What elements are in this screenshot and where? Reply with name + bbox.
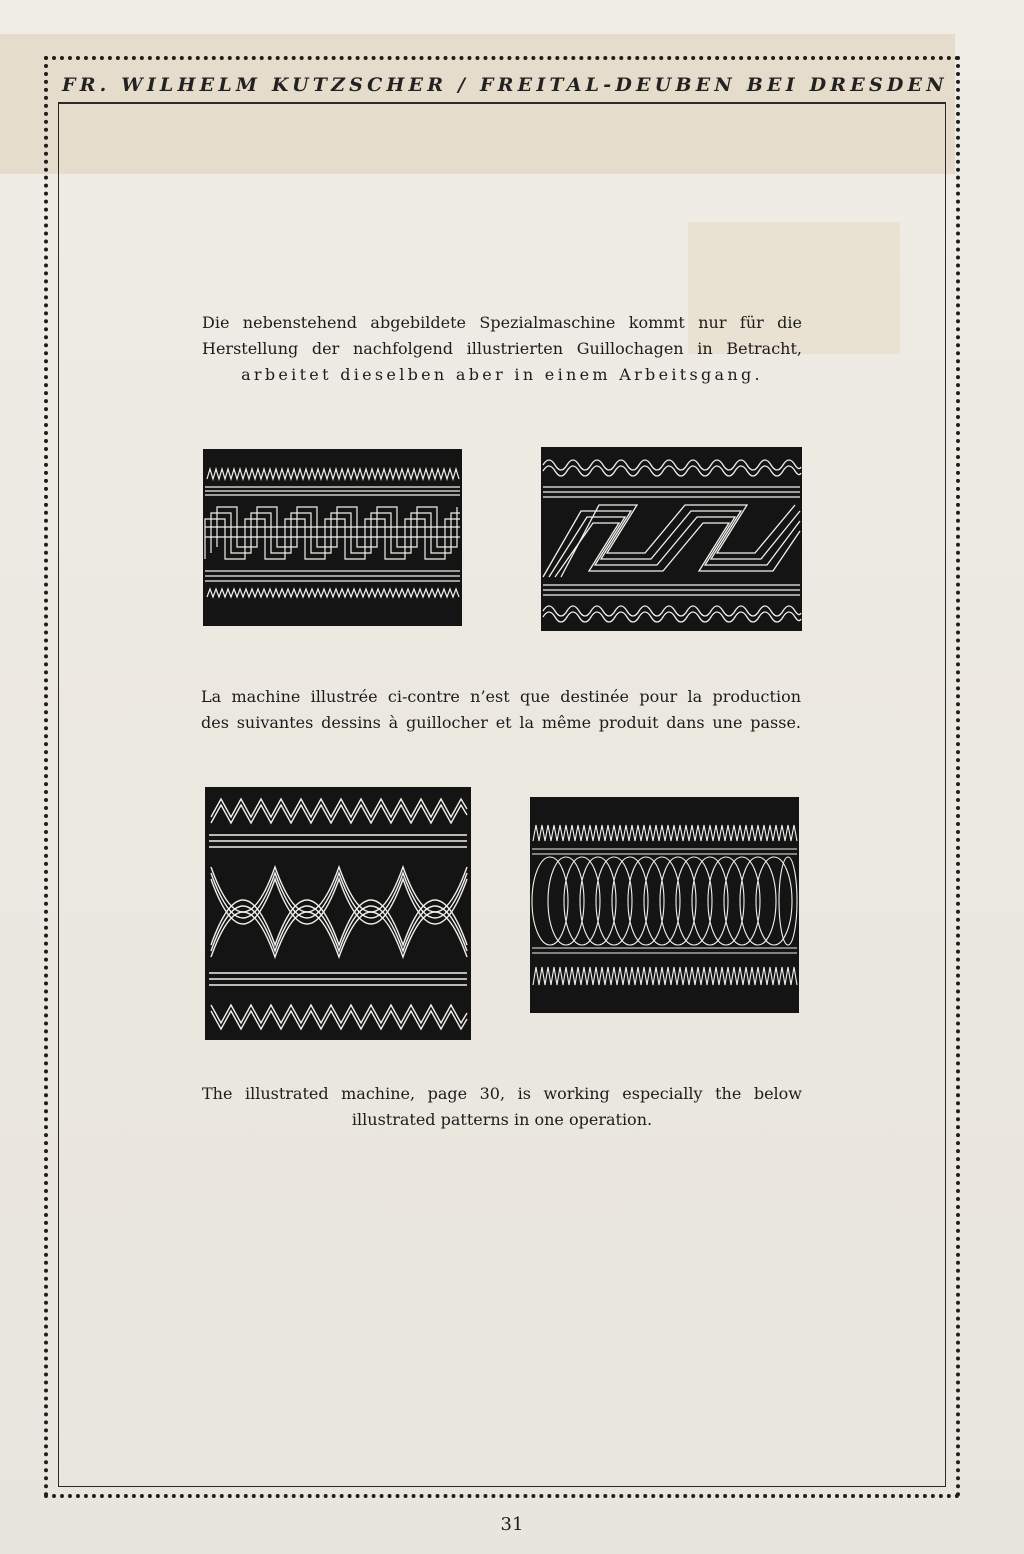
french-paragraph bbox=[201, 684, 801, 736]
english-line-2: illustrated patterns in one operation. bbox=[351, 1110, 653, 1129]
meander-pattern bbox=[203, 449, 462, 626]
german-line-3: arbeitet dieselben aber in einem Arbeitsgang. bbox=[241, 365, 763, 384]
lattice-pattern bbox=[205, 787, 471, 1040]
guilloche-plate-meander bbox=[203, 449, 462, 626]
header-rule bbox=[58, 102, 946, 104]
header-title: FR. WILHELM KUTZSCHER / FREITAL-DEUBEN BEI DRESDEN bbox=[62, 74, 948, 96]
german-line-1: Die nebenstehend abgebildete Spezialmaschine kommt nur für die bbox=[202, 313, 802, 332]
english-line-1: The illustrated machine, page 30, is working especially the below bbox=[202, 1084, 802, 1103]
german-line-2: Herstellung der nachfolgend illustrierten Guillochagen in Betracht, bbox=[202, 339, 802, 358]
english-paragraph bbox=[202, 1081, 802, 1133]
french-line-2: des suivantes dessins à guillocher et la même produit dans une passe. bbox=[201, 713, 801, 732]
guilloche-plate-spiral bbox=[530, 797, 799, 1013]
spiral-pattern bbox=[530, 797, 799, 1013]
french-line-1: La machine illustrée ci-contre n’est que destinée pour la production bbox=[201, 687, 801, 706]
german-paragraph bbox=[202, 310, 802, 388]
guilloche-plate-lattice bbox=[205, 787, 471, 1040]
zigzag-pattern bbox=[541, 447, 802, 631]
guilloche-plate-zigzag bbox=[541, 447, 802, 631]
page-number: 31 bbox=[500, 1514, 524, 1535]
